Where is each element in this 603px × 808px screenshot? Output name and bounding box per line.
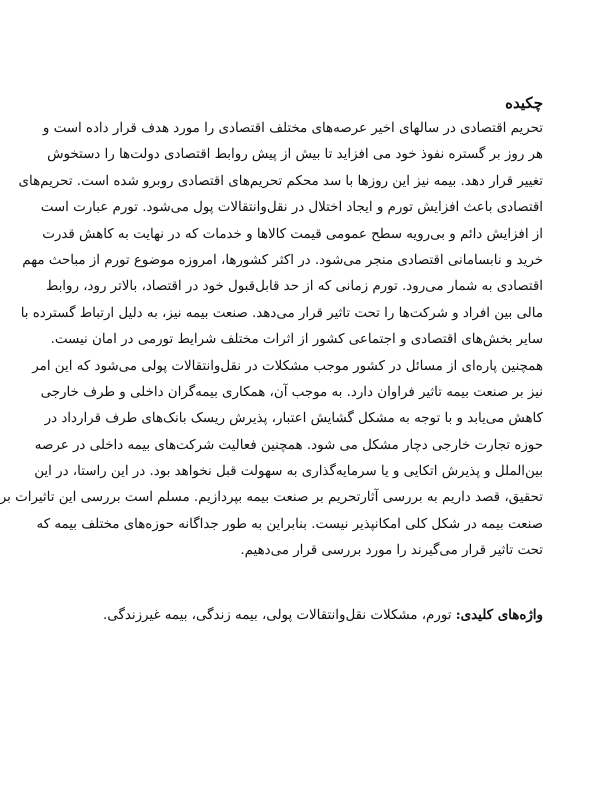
abstract-line: حوزه تجارت خارجی دچار مشکل می شود. همچنین فعالیت شرکت‌های بیمه داخلی در عرصه <box>34 437 543 453</box>
abstract-line: تغییر قرار دهد. بیمه نیز این روزها با سد محکم تحریم‌های اقتصادی روبرو شده است. تحریم‌های <box>18 173 543 189</box>
abstract-line: کاهش می‌یابد و با توجه به مشکل گشایش اعتبار، پذیرش ریسک بانک‌های طرف قرارداد در <box>44 411 543 427</box>
abstract-line: تحقیق، قصد داریم به بررسی آثارتحریم بر صنعت بیمه بپردازیم. مسلم است بررسی این تاثیرات بر <box>0 490 543 506</box>
abstract-line: هر روز بر گستره نفوذ خود می افزاید تا بیش از پیش روابط اقتصادی دولت‌ها را دستخوش <box>47 147 543 163</box>
document-page <box>0 92 543 628</box>
abstract-line: صنعت بیمه در شکل کلی امکانپذیر نیست. بنابراین به طور جداگانه حوزه‌های مختلف بیمه که <box>36 516 543 532</box>
abstract-line: مالی بین افراد و شرکت‌ها را تحت تاثیر قرار می‌دهد. صنعت بیمه نیز، به دلیل ارتباط گسترده با <box>20 305 543 321</box>
abstract-line: خرید و نابسامانی اقتصادی منجر می‌شود. در اکثر کشورها، امروزه موضوع تورم از مباحث مهم <box>22 252 543 268</box>
abstract-line: نیز بر صنعت بیمه تاثیر فراوان دارد. به موجب آن، همکاری بیمه‌گران داخلی و طرف خارجی <box>40 384 543 400</box>
abstract-line: تحت تاثیر قرار می‌گیرند را مورد بررسی قرار می‌دهیم. <box>240 543 543 559</box>
abstract-line: بین‌الملل و پذیرش اتکایی و یا سرمایه‌گذاری به سهولت قبل نخواهد بود. در این راستا، در این <box>34 464 543 480</box>
abstract-heading: چکیده <box>505 94 543 112</box>
abstract-line: تحریم اقتصادی در سالهای اخیر عرصه‌های مختلف اقتصادی را مورد هدف قرار داده است و <box>42 121 543 136</box>
abstract-line: اقتصادی باعث افزایش تورم و ایجاد اختلال در نقل‌وانتقالات پول می‌شود. تورم عبارت است <box>40 200 543 216</box>
keywords-label: واژه‌های کلیدی: <box>455 606 543 623</box>
keywords-text: تورم، مشکلات نقل‌وانتقالات پولی، بیمه زندگی، بیمه غیرزندگی. <box>103 607 452 623</box>
abstract-line: از افزایش دائم و بی‌رویه سطح عمومی قیمت کالاها و خدمات که در نهایت به کاهش قدرت <box>42 226 543 242</box>
abstract-line: اقتصادی به شمار می‌رود. تورم زمانی که از حد قابل‌قبول خود در اقتصاد، بالاتر رود، روابط <box>45 279 543 295</box>
keywords-paragraph <box>63 603 543 628</box>
abstract-body <box>0 116 543 565</box>
abstract-line: سایر بخش‌های اقتصادی و اجتماعی کشور از اثرات مختلف شرایط تورمی در امان نیست. <box>50 332 543 348</box>
abstract-line: همچنین پاره‌ای از مسائل در کشور موجب مشکلات در نقل‌وانتقالات پولی می‌شود که این امر <box>32 358 543 374</box>
